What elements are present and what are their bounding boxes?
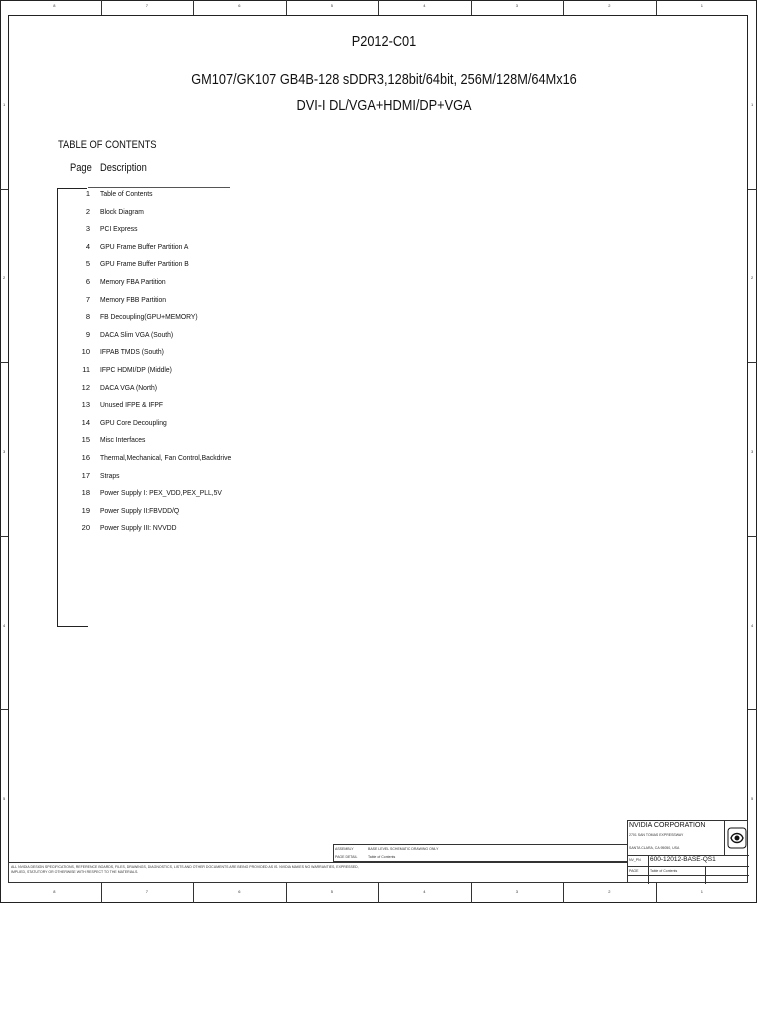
- toc-page-description: FB Decoupling(GPU+MEMORY): [100, 312, 198, 322]
- toc-page-number: 6: [85, 277, 90, 286]
- company-name: NVIDIA CORPORATION: [629, 822, 706, 829]
- zone-column-label: 4: [423, 889, 426, 894]
- zone-divider: [0, 536, 8, 537]
- zone-divider: [286, 883, 287, 903]
- company-address-2: SANTA CLARA, CA 95050, USA: [629, 846, 680, 850]
- zone-divider: [193, 0, 194, 15]
- zone-row-label: 5: [751, 796, 754, 802]
- toc-page-number: 3: [85, 224, 90, 234]
- page-value: Table of Contents: [650, 869, 678, 873]
- toc-page-description: IFPAB TMDS (South): [100, 347, 164, 357]
- company-address-1: 2701 SAN TOMAS EXPRESSWAY: [629, 833, 684, 837]
- toc-page-description: Thermal,Mechanical, Fan Control,Backdrive: [100, 453, 232, 462]
- zone-divider: [563, 0, 564, 15]
- zone-column-label: 2: [608, 889, 611, 894]
- toc-bracket-bottom: [57, 626, 88, 627]
- toc-page-description: Power Supply II:FBVDD/Q: [100, 505, 180, 515]
- toc-page-description: PCI Express: [100, 224, 138, 234]
- toc-description-header: Description: [100, 162, 147, 174]
- zone-column-label: 4: [423, 3, 426, 8]
- assembly-value: BASE LEVEL SCHEMATIC DRAWING ONLY: [368, 847, 439, 851]
- toc-page-number: 14: [81, 417, 90, 427]
- zone-row-label: 5: [3, 796, 6, 802]
- toc-page-number: 20: [81, 523, 90, 533]
- toc-page-header: Page: [70, 162, 92, 174]
- toc-page-description: Block Diagram: [100, 206, 144, 216]
- zone-divider: [286, 0, 287, 15]
- page-detail-label: PAGE DETAIL: [335, 855, 358, 859]
- zone-column-label: 3: [515, 3, 518, 8]
- zone-divider: [193, 883, 194, 903]
- toc-header-rule: [88, 187, 230, 188]
- zone-column-label: 1: [700, 889, 703, 894]
- toc-page-description: Misc Interfaces: [100, 435, 146, 445]
- toc-page-description: Power Supply III: NVVDD: [100, 523, 177, 533]
- zone-divider: [471, 0, 472, 15]
- toc-page-description: GPU Frame Buffer Partition B: [100, 259, 189, 269]
- zone-divider: [101, 883, 102, 903]
- zone-column-label: 2: [608, 3, 611, 8]
- zone-divider: [748, 362, 757, 363]
- toc-page-description: IFPC HDMI/DP (Middle): [100, 365, 172, 374]
- toc-page-number: 4: [85, 241, 90, 251]
- nvidia-logo-icon: [727, 826, 747, 850]
- zone-divider: [748, 709, 757, 710]
- toc-page-description: DACA Slim VGA (South): [100, 329, 174, 339]
- toc-page-number: 18: [81, 488, 90, 498]
- toc-page-description: Memory FBA Partition: [100, 277, 166, 286]
- zone-column-label: 5: [330, 3, 333, 8]
- toc-page-number: 9: [85, 329, 90, 339]
- toc-page-description: Power Supply I: PEX_VDD,PEX_PLL,5V: [100, 488, 222, 498]
- part-number: 600-12012-BASE-QS1: [650, 856, 716, 863]
- assembly-label: ASSEMBLY: [335, 847, 354, 851]
- zone-column-label: 7: [145, 3, 148, 8]
- disclaimer-box: [8, 862, 628, 883]
- toc-page-number: 17: [81, 470, 90, 480]
- toc-page-number: 11: [82, 365, 90, 374]
- zone-row-label: 4: [3, 622, 6, 628]
- toc-page-number: 1: [85, 189, 90, 198]
- toc-page-number: 13: [81, 400, 90, 410]
- toc-bracket: [57, 188, 58, 627]
- board-description: GM107/GK107 GB4B-128 sDDR3,128bit/64bit, 256M/128M/64Mx16: [191, 71, 577, 88]
- zone-column-label: 1: [700, 3, 703, 8]
- toc-page-description: Straps: [100, 470, 120, 480]
- disclaimer-text: ALL NVIDIA DESIGN SPECIFICATIONS, REFERENCE BOARDS, FILES, DRAWINGS, DIAGNOSTICS, LISTS AND OTHER DOCUMENTS ARE BEING PROVIDED AS IS. NVIDIA MAKES NO WARRANTIES, EXPRESSED, IMPLIED, STATUTORY OR OTHERWISE WITH RESPECT TO THE MATERIALS.: [11, 865, 359, 874]
- output-configuration: DVI-I DL/VGA+HDMI/DP+VGA: [296, 97, 472, 114]
- zone-divider: [0, 189, 8, 190]
- toc-page-description: GPU Core Decoupling: [100, 417, 167, 427]
- toc-page-description: GPU Frame Buffer Partition A: [100, 241, 189, 251]
- page-label: PAGE: [629, 869, 639, 873]
- zone-divider: [656, 883, 657, 903]
- zone-divider: [748, 189, 757, 190]
- zone-divider: [656, 0, 657, 15]
- zone-divider: [471, 883, 472, 903]
- title-block-company: [627, 820, 748, 883]
- zone-divider: [378, 883, 379, 903]
- toc-page-number: 16: [81, 453, 90, 462]
- zone-column-label: 5: [330, 889, 333, 894]
- toc-page-description: Memory FBB Partition: [100, 294, 167, 304]
- toc-heading: TABLE OF CONTENTS: [58, 139, 157, 151]
- zone-row-label: 1: [3, 101, 6, 107]
- toc-page-description: Table of Contents: [100, 189, 153, 198]
- zone-divider: [378, 0, 379, 15]
- zone-divider: [0, 709, 8, 710]
- zone-row-label: 4: [751, 622, 754, 628]
- zone-column-label: 6: [238, 3, 241, 8]
- toc-page-number: 12: [81, 382, 90, 392]
- zone-column-label: 8: [53, 3, 56, 8]
- zone-column-label: 3: [515, 889, 518, 894]
- page-detail-value: Table of Contents: [368, 855, 396, 859]
- toc-page-number: 8: [85, 312, 90, 322]
- zone-row-label: 1: [751, 101, 754, 107]
- zone-column-label: 6: [238, 889, 241, 894]
- pn-label: NV_PN: [629, 858, 641, 862]
- toc-page-number: 7: [85, 294, 90, 304]
- toc-page-number: 10: [81, 347, 90, 357]
- zone-row-label: 3: [751, 449, 754, 454]
- zone-column-label: 7: [145, 889, 148, 894]
- zone-row-label: 3: [3, 449, 6, 454]
- zone-divider: [563, 883, 564, 903]
- zone-divider: [101, 0, 102, 15]
- zone-row-label: 2: [751, 275, 754, 281]
- zone-divider: [0, 362, 8, 363]
- toc-page-number: 15: [81, 435, 90, 445]
- zone-column-label: 8: [53, 889, 56, 894]
- zone-divider: [748, 536, 757, 537]
- zone-row-label: 2: [3, 275, 6, 281]
- toc-page-number: 2: [85, 206, 90, 216]
- toc-page-description: Unused IFPE & IFPF: [100, 400, 164, 410]
- project-title: P2012-C01: [351, 33, 417, 50]
- toc-page-number: 19: [81, 505, 90, 515]
- toc-page-description: DACA VGA (North): [100, 382, 158, 392]
- toc-page-number: 5: [85, 259, 90, 269]
- title-block-assembly: [333, 844, 628, 862]
